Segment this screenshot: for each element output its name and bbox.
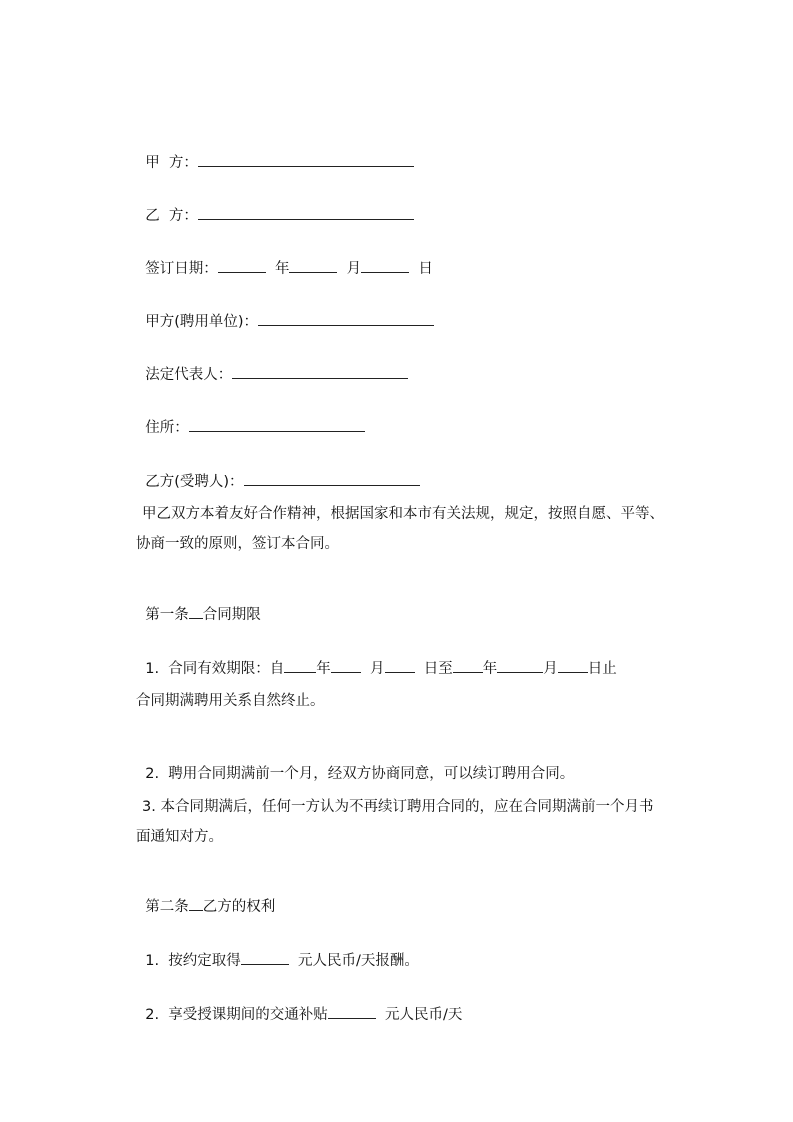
article1-title: 合同期限 (202, 607, 261, 623)
article2-item1-num: 1. (145, 953, 160, 969)
party-a-row (136, 132, 414, 173)
article1-item1-text: 合同有效期限：自 (168, 661, 285, 677)
legal-rep-label: 法定代表人： (145, 367, 233, 383)
intro-line-1: 甲乙双方本着友好合作精神，根据国家和本市有关法规，规定，按照自愿、平等、 (142, 506, 664, 522)
intro-line-2: 协商一致的原则，签订本合同。 (136, 536, 339, 552)
end-day-blank[interactable] (558, 658, 588, 673)
article2-gap (189, 896, 203, 911)
sign-year-blank[interactable] (218, 258, 266, 273)
employer-row (136, 291, 434, 332)
article1-item3 (136, 792, 716, 852)
employer-label: 甲方(聘用单位)： (145, 314, 259, 330)
start-month-blank[interactable] (331, 658, 361, 673)
sign-date-label: 签订日期： (145, 261, 218, 277)
legal-rep-row (136, 344, 408, 385)
article2-item2-text-a: 享受授课期间的交通补贴 (168, 1007, 328, 1023)
end-month-blank[interactable] (497, 658, 543, 673)
party-a-label: 甲 方： (145, 155, 198, 171)
article2-item2-num: 2. (145, 1007, 160, 1023)
party-b-row (136, 185, 414, 226)
sign-day-unit: 日 (418, 261, 433, 277)
start-day-unit: 日至 (423, 661, 453, 677)
article1-item1 (136, 638, 617, 679)
article1-item2 (136, 744, 574, 784)
sign-month-unit: 月 (346, 261, 362, 277)
employer-blank[interactable] (258, 311, 434, 326)
article1-item3-num: 3. (142, 799, 156, 815)
article2-item1-text-b: 元人民币/天报酬。 (298, 953, 419, 969)
end-year-unit: 年 (482, 661, 498, 677)
article2-item2 (136, 984, 462, 1025)
sign-date-row (136, 238, 433, 279)
address-label: 住所： (145, 420, 189, 436)
party-a-blank[interactable] (198, 152, 414, 167)
article1-item3-text: 本合同期满后，任何一方认为不再续订聘用合同的，应在合同期满前一个月书 (160, 799, 654, 815)
article1-item2-text: 聘用合同期满前一个月，经双方协商同意，可以续订聘用合同。 (168, 766, 575, 782)
start-day-blank[interactable] (385, 658, 415, 673)
start-year-blank[interactable] (284, 658, 316, 673)
intro-paragraph (136, 499, 716, 559)
legal-rep-blank[interactable] (232, 364, 408, 379)
start-year-unit: 年 (316, 661, 331, 677)
article1-prefix: 第一条 (145, 607, 189, 623)
article2-item1 (136, 930, 419, 971)
sign-year-unit: 年 (274, 261, 290, 277)
article1-item2-num: 2. (145, 766, 160, 782)
article2-item2-text-b: 元人民币/天 (385, 1007, 463, 1023)
party-b-blank[interactable] (198, 205, 414, 220)
article2-item1-text-a: 按约定取得 (168, 953, 241, 969)
article1-heading (136, 584, 261, 625)
employee-blank[interactable] (244, 471, 420, 486)
allowance-blank[interactable] (328, 1004, 376, 1019)
sign-day-blank[interactable] (361, 258, 409, 273)
article1-item1-num: 1. (145, 661, 160, 677)
article1-gap (189, 604, 203, 619)
end-month-unit: 月 (543, 661, 558, 677)
article2-title: 乙方的权利 (202, 899, 276, 915)
article1-note: 合同期满聘用关系自然终止。 (136, 693, 325, 709)
address-row (136, 397, 365, 438)
article2-heading (136, 876, 275, 917)
fee-blank[interactable] (241, 950, 289, 965)
article2-prefix: 第二条 (145, 899, 189, 915)
party-b-label: 乙 方： (145, 208, 198, 224)
start-month-unit: 月 (370, 661, 385, 677)
article1-item3-line-1 (136, 792, 716, 822)
end-year-blank[interactable] (453, 658, 483, 673)
sign-month-blank[interactable] (289, 258, 337, 273)
employee-row (136, 451, 420, 492)
address-blank[interactable] (189, 417, 365, 432)
end-day-unit: 日止 (587, 661, 617, 677)
article1-item3-line-2: 面通知对方。 (136, 829, 223, 845)
employee-label: 乙方(受聘人)： (145, 474, 244, 490)
